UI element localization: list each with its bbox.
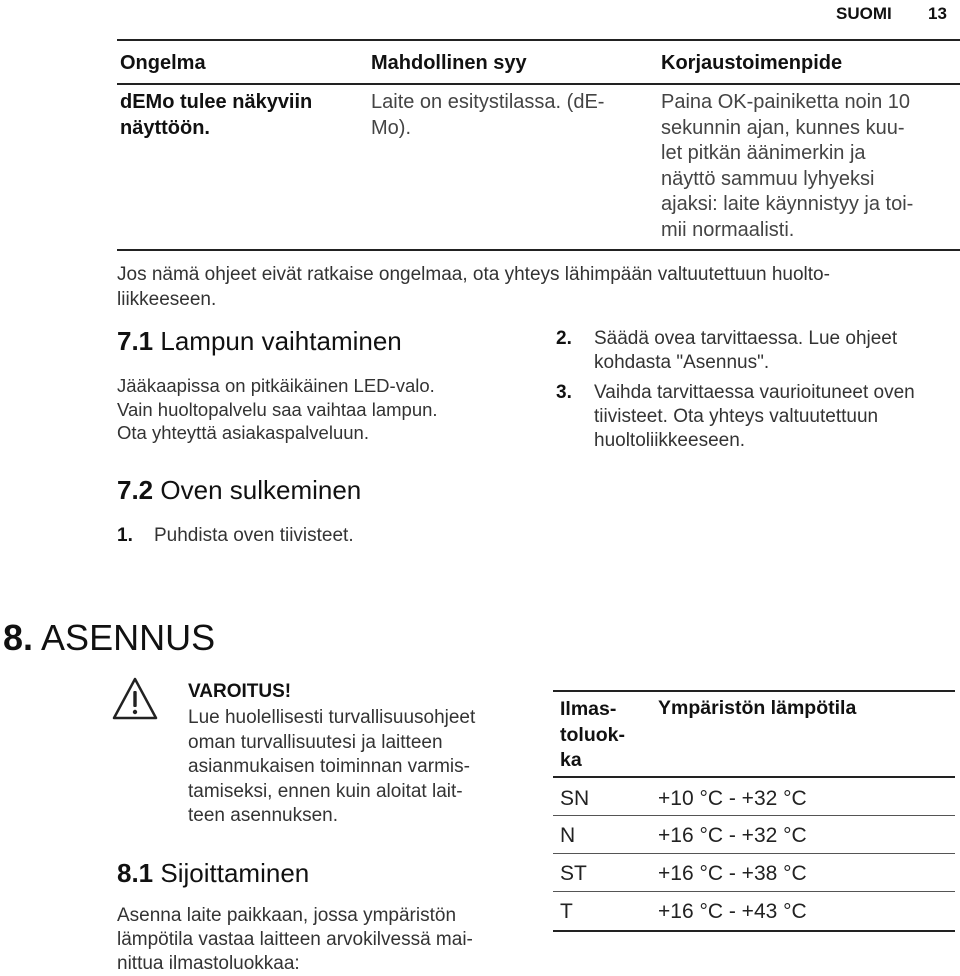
step-line: huoltoliikkeeseen. xyxy=(594,430,746,451)
section-heading-7-1 xyxy=(117,326,402,357)
climate-range-cell: +16 °C - +43 °C xyxy=(658,900,807,923)
warning-line: tamiseksi, ennen kuin aloitat lait- xyxy=(188,780,463,802)
climate-header-class xyxy=(560,697,650,774)
warning-line: Lue huolellisesti turvallisuusohjeet xyxy=(188,707,476,728)
solution-line: let pitkän äänimerkin ja xyxy=(661,142,866,164)
cause-line: Laite on esitystilassa. (dE- xyxy=(371,91,605,113)
solution-line: mii normaalisti. xyxy=(661,218,795,241)
step-number: 2. xyxy=(556,328,572,349)
language-label: SUOMI xyxy=(836,4,892,23)
climate-table-header-rule xyxy=(553,776,955,778)
table-row-divider xyxy=(553,815,955,816)
climate-range-cell: +16 °C - +38 °C xyxy=(658,862,807,885)
warning-triangle-icon xyxy=(112,676,158,722)
warning-line: teen asennuksen. xyxy=(188,805,339,826)
table-bottom-rule xyxy=(117,249,960,251)
body-line: Vain huoltopalvelu saa vaihtaa lampun. xyxy=(117,398,438,420)
header-line: ka xyxy=(560,749,582,771)
climate-header-temperature: Ympäristön lämpötila xyxy=(658,697,857,719)
table-row-divider xyxy=(553,891,955,892)
section-heading-7-2 xyxy=(117,475,361,506)
warning-title: VAROITUS! xyxy=(188,681,292,702)
section-title: Lampun vaihtaminen xyxy=(160,326,402,356)
table-header-rule xyxy=(117,83,960,85)
climate-class-cell: T xyxy=(560,900,573,923)
step-3 xyxy=(556,381,956,453)
section-number: 7.2 xyxy=(117,475,154,505)
climate-range-cell: +16 °C - +32 °C xyxy=(658,824,807,847)
climate-class-cell: SN xyxy=(560,787,590,810)
step-1 xyxy=(117,524,417,548)
column-header-cause: Mahdollinen syy xyxy=(371,52,527,74)
step-line: Säädä ovea tarvittaessa. Lue ohjeet xyxy=(594,328,898,349)
column-header-problem: Ongelma xyxy=(120,52,206,74)
body-line: Jääkaapissa on pitkäikäinen LED-valo. xyxy=(117,375,435,396)
climate-class-cell: ST xyxy=(560,862,587,885)
step-line: Vaihda tarvittaessa vaurioituneet oven xyxy=(594,382,915,403)
body-line: nittua ilmastoluokkaa: xyxy=(117,953,300,974)
note-line: liikkeeseen. xyxy=(117,289,217,310)
warning-line: oman turvallisuutesi ja laitteen xyxy=(188,731,443,753)
section-heading-8-1 xyxy=(117,858,309,889)
section-title: Sijoittaminen xyxy=(160,858,310,888)
table-cell-problem xyxy=(120,90,312,141)
header-line: toluok- xyxy=(560,723,625,746)
table-cell-cause xyxy=(371,90,604,141)
step-2 xyxy=(556,327,956,375)
table-cell-solution xyxy=(661,90,913,243)
page-number: 13 xyxy=(928,4,947,23)
section-number: 7.1 xyxy=(117,326,154,356)
section-7-1-body xyxy=(117,374,438,445)
problem-line: dEMo tulee näkyviin xyxy=(120,91,313,113)
warning-text xyxy=(188,706,518,829)
step-line: kohdasta "Asennus". xyxy=(594,352,770,373)
climate-range-cell: +10 °C - +32 °C xyxy=(658,787,807,810)
climate-table-bottom-rule xyxy=(553,930,955,932)
step-number: 1. xyxy=(117,525,133,546)
warning-line: asianmukaisen toiminnan varmis- xyxy=(188,756,470,777)
chapter-title: ASENNUS xyxy=(41,617,216,658)
body-line: lämpötila vastaa laitteen arvokilvessä mai- xyxy=(117,929,473,950)
section-8-1-body xyxy=(117,904,473,976)
chapter-heading xyxy=(3,617,215,659)
table-row-divider xyxy=(553,853,955,854)
solution-line: näyttö sammuu lyhyeksi xyxy=(661,167,875,190)
climate-table-top-rule xyxy=(553,690,955,692)
body-line: Asenna laite paikkaan, jossa ympäristön xyxy=(117,905,457,926)
solution-line: Paina OK-painiketta noin 10 xyxy=(661,91,911,113)
table-top-rule xyxy=(117,39,960,41)
body-line: Ota yhteyttä asiakaspalveluun. xyxy=(117,422,369,443)
step-text xyxy=(594,327,897,375)
header-line: Ilmas- xyxy=(560,698,617,720)
step-text: Puhdista oven tiivisteet. xyxy=(154,525,354,546)
section-title: Oven sulkeminen xyxy=(160,475,362,505)
section-number: 8.1 xyxy=(117,858,154,888)
step-text xyxy=(594,381,915,453)
cause-line: Mo). xyxy=(371,116,411,139)
problem-line: näyttöön. xyxy=(120,116,210,139)
step-number: 3. xyxy=(556,382,572,403)
climate-class-cell: N xyxy=(560,824,576,847)
solution-line: ajaksi: laite käynnistyy ja toi- xyxy=(661,193,914,215)
note-line: Jos nämä ohjeet eivät ratkaise ongelmaa, ota yhteys lähimpään valtuutettuun huolto- xyxy=(117,264,830,285)
chapter-number: 8. xyxy=(3,617,34,658)
table-note xyxy=(117,262,957,312)
solution-line: sekunnin ajan, kunnes kuu- xyxy=(661,116,905,139)
step-line: tiivisteet. Ota yhteys valtuutettuun xyxy=(594,406,879,427)
column-header-solution: Korjaustoimenpide xyxy=(661,52,843,74)
